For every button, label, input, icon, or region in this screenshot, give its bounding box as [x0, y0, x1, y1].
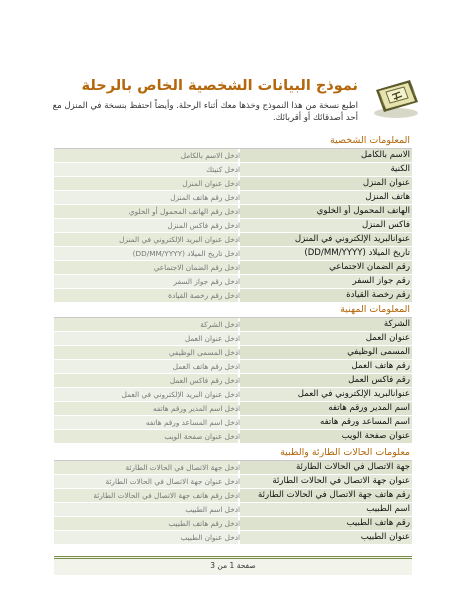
- section-title: المعلومات الشخصية: [54, 134, 412, 149]
- section-personal-info: [54, 134, 412, 303]
- field-label: عنوانالبريد الإلكتروني في المنزل: [294, 234, 410, 244]
- field-input[interactable]: ادخل رقم رخصة القيادة: [168, 291, 240, 300]
- field-label: الكنية: [390, 164, 410, 174]
- field-label: اسم الطبيب: [366, 504, 410, 514]
- field-label: عنوان جهة الاتصال في الحالات الطارئة: [272, 476, 410, 486]
- section-title: معلومات الحالات الطارئة والطبية: [54, 446, 412, 461]
- field-input[interactable]: ادخل عنوان الطبيب: [180, 533, 240, 542]
- form-row: [54, 205, 412, 219]
- form-row: [54, 177, 412, 191]
- field-label: تاريخ الميلاد (DD/MM/YYYY): [304, 248, 410, 258]
- field-input[interactable]: ادخل عنوان جهة الاتصال في الحالات الطارئة: [105, 477, 240, 486]
- form-row: [54, 275, 412, 289]
- field-input[interactable]: ادخل رقم فاكس المنزل: [167, 221, 240, 230]
- field-label: عنوانالبريد الإلكتروني في العمل: [297, 389, 410, 399]
- form-row: [54, 318, 412, 332]
- form-row: [54, 233, 412, 247]
- field-label: رقم هاتف جهة الاتصال في الحالات الطارئة: [258, 490, 410, 500]
- field-label: هاتف المنزل: [365, 192, 410, 202]
- field-input[interactable]: ادخل كنيتك: [206, 165, 240, 174]
- field-label: جهة الاتصال في الحالات الطارئة: [295, 462, 410, 472]
- field-input[interactable]: ادخل رقم الهاتف المحمول أو الخلوي: [128, 207, 240, 216]
- field-label: عنوان العمل: [365, 333, 410, 343]
- form-row: [54, 517, 412, 531]
- field-label: رقم رخصة القيادة: [346, 290, 410, 300]
- section-title: المعلومات المهنية: [54, 303, 412, 318]
- form-row: [54, 388, 412, 402]
- field-label: رقم هاتف الطبيب: [346, 518, 410, 528]
- form-row: [54, 503, 412, 517]
- field-input[interactable]: ادخل عنوان البريد الإلكتروني في المنزل: [119, 235, 240, 244]
- intro-text: اطبع نسخة من هذا النموذج وخذها معك أثناء الرحلة. وأيضاً احتفظ بنسخة في المنزل مع أحد أصدقائك أو أقربائك.: [52, 101, 358, 123]
- form-row: [54, 489, 412, 503]
- field-label: رقم جواز السفر: [352, 276, 410, 286]
- field-label: اسم المساعد ورقم هاتفه: [319, 417, 410, 427]
- field-input[interactable]: ادخل جهة الاتصال في الحالات الطارئة: [125, 463, 240, 472]
- field-label: المسمى الوظيفي: [347, 347, 410, 357]
- form-row: [54, 289, 412, 303]
- field-input[interactable]: ادخل رقم جواز السفر: [173, 277, 240, 286]
- page-title: نموذج البيانات الشخصية الخاص بالرحلة: [81, 78, 358, 94]
- form-row: [54, 475, 412, 489]
- field-input[interactable]: ادخل تاريخ الميلاد (DD/MM/YYYY): [132, 249, 240, 258]
- form-row: [54, 332, 412, 346]
- field-input[interactable]: ادخل رقم فاكس العمل: [169, 376, 240, 385]
- form-row: [54, 149, 412, 163]
- form-row: [54, 219, 412, 233]
- form-row: [54, 374, 412, 388]
- field-input[interactable]: ادخل عنوان صفحة الويب: [164, 432, 240, 441]
- field-input[interactable]: ادخل عنوان البريد الإلكتروني في العمل: [121, 390, 240, 399]
- form-row: [54, 247, 412, 261]
- field-label: الاسم بالكامل: [360, 150, 410, 160]
- field-input[interactable]: ادخل عنوان العمل: [184, 334, 240, 343]
- page-footer: [54, 556, 412, 575]
- field-label: فاكس المنزل: [361, 220, 410, 230]
- field-input[interactable]: ادخل الشركة: [200, 320, 240, 329]
- form-row: [54, 261, 412, 275]
- field-input[interactable]: ادخل اسم المدير ورقم هاتفه: [152, 404, 240, 413]
- field-label: رقم الضمان الاجتماعي: [329, 262, 410, 272]
- field-input[interactable]: ادخل الاسم بالكامل: [180, 151, 240, 160]
- field-label: الهاتف المحمول أو الخلوي: [316, 206, 410, 216]
- form-row: [54, 430, 412, 444]
- form-row: [54, 346, 412, 360]
- form-row: [54, 531, 412, 545]
- form-row: [54, 360, 412, 374]
- field-input[interactable]: ادخل رقم الضمان الاجتماعي: [153, 263, 240, 272]
- field-label: عنوان المنزل: [362, 178, 410, 188]
- field-input[interactable]: ادخل عنوان المنزل: [182, 179, 240, 188]
- field-input[interactable]: ادخل اسم المساعد ورقم هاتفه: [145, 418, 240, 427]
- field-input[interactable]: ادخل رقم هاتف العمل: [172, 362, 240, 371]
- form-row: [54, 416, 412, 430]
- header: [40, 76, 422, 136]
- field-input[interactable]: ادخل رقم هاتف جهة الاتصال في الحالات الطارئة: [93, 491, 240, 500]
- form-row: [54, 461, 412, 475]
- field-input[interactable]: ادخل رقم هاتف المنزل: [170, 193, 240, 202]
- field-input[interactable]: ادخل المسمى الوظيفي: [168, 348, 240, 357]
- field-label: عنوان صفحة الويب: [341, 431, 410, 441]
- field-input[interactable]: ادخل اسم الطبيب: [185, 505, 240, 514]
- form-row: [54, 402, 412, 416]
- section-professional-info: [54, 303, 412, 444]
- field-label: رقم فاكس العمل: [348, 375, 410, 385]
- page-number: صفحة 1 من 3: [210, 561, 256, 570]
- field-label: عنوان الطبيب: [360, 532, 410, 542]
- field-label: اسم المدير ورقم هاتفه: [328, 403, 410, 413]
- field-label: الشركة: [383, 319, 410, 329]
- travel-brochure-icon: [370, 76, 422, 120]
- form-row: [54, 163, 412, 177]
- section-emergency-medical-info: [54, 446, 412, 545]
- form-row: [54, 191, 412, 205]
- field-input[interactable]: ادخل رقم هاتف الطبيب: [168, 519, 240, 528]
- field-label: رقم هاتف العمل: [351, 361, 410, 371]
